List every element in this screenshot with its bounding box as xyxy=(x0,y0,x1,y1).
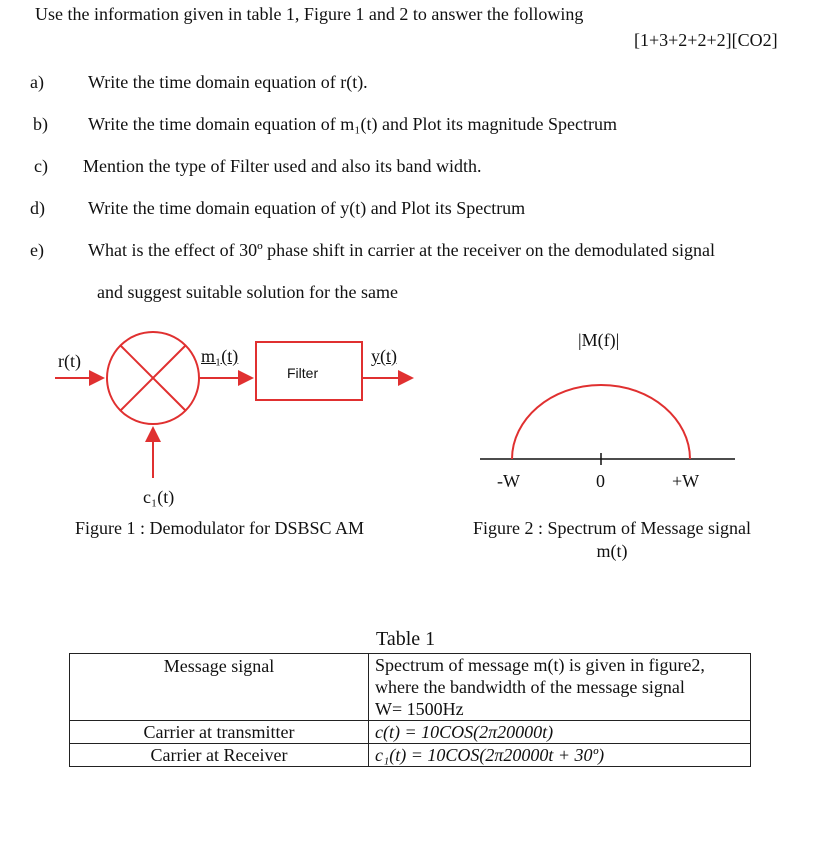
table-cell-label: Message signal xyxy=(70,654,369,721)
marks-text: [1+3+2+2+2][CO2] xyxy=(634,30,778,50)
table-cell-value: c₁(t) = 10COS(2π20000t + 30º) xyxy=(369,744,751,767)
tick-label-plus-w: +W xyxy=(672,471,700,491)
output-signal-label: y(t) xyxy=(371,346,397,366)
question-b-text: Write the time domain equation of m₁(t) and Plot its magnitude Spectrum xyxy=(88,114,617,134)
table-cell-line: where the bandwidth of the message signal xyxy=(375,677,685,697)
tick-label-minus-w: -W xyxy=(497,471,520,491)
table-row xyxy=(70,744,751,767)
question-a-label: a) xyxy=(30,72,44,92)
question-b-label: b) xyxy=(33,114,48,134)
figure2-caption-line2: m(t) xyxy=(596,541,628,561)
table1-title: Table 1 xyxy=(376,628,436,650)
carrier-signal-label: c₁(t) xyxy=(143,487,175,507)
magnitude-axis-label: |M(f)| xyxy=(578,330,620,350)
table-cell-value xyxy=(369,654,751,721)
figure2-caption-line1: Figure 2 : Spectrum of Message signal xyxy=(473,518,751,538)
instructions-text: Use the information given in table 1, Figure 1 and 2 to answer the following xyxy=(35,4,584,24)
question-c-label: c) xyxy=(34,156,48,176)
table1 xyxy=(69,653,751,767)
question-a-text: Write the time domain equation of r(t). xyxy=(88,72,368,92)
question-e-label: e) xyxy=(30,240,44,260)
spectrum-plot xyxy=(480,385,735,465)
table-row xyxy=(70,654,751,721)
spectrum-curve xyxy=(512,385,690,459)
question-c-text: Mention the type of Filter used and also its band width. xyxy=(83,156,482,176)
filter-label: Filter xyxy=(287,365,319,381)
question-d-label: d) xyxy=(30,198,45,218)
input-signal-label: r(t) xyxy=(58,351,81,371)
table-cell-value: c(t) = 10COS(2π20000t) xyxy=(369,721,751,744)
tick-label-zero: 0 xyxy=(596,471,605,491)
figure1-caption: Figure 1 : Demodulator for DSBSC AM xyxy=(75,518,365,538)
table-cell-line: Spectrum of message m(t) is given in figure2, xyxy=(375,655,705,675)
question-e-continuation: and suggest suitable solution for the same xyxy=(97,282,398,302)
table-cell-label: Carrier at transmitter xyxy=(70,721,369,744)
table-cell-label: Carrier at Receiver xyxy=(70,744,369,767)
table-cell-line: W= 1500Hz xyxy=(375,699,464,719)
table-row xyxy=(70,721,751,744)
question-e-text: What is the effect of 30º phase shift in carrier at the receiver on the demodulated signal xyxy=(88,240,716,260)
question-d-text: Write the time domain equation of y(t) and Plot its Spectrum xyxy=(88,198,526,218)
mixer-output-label: m₁(t) xyxy=(201,346,239,366)
